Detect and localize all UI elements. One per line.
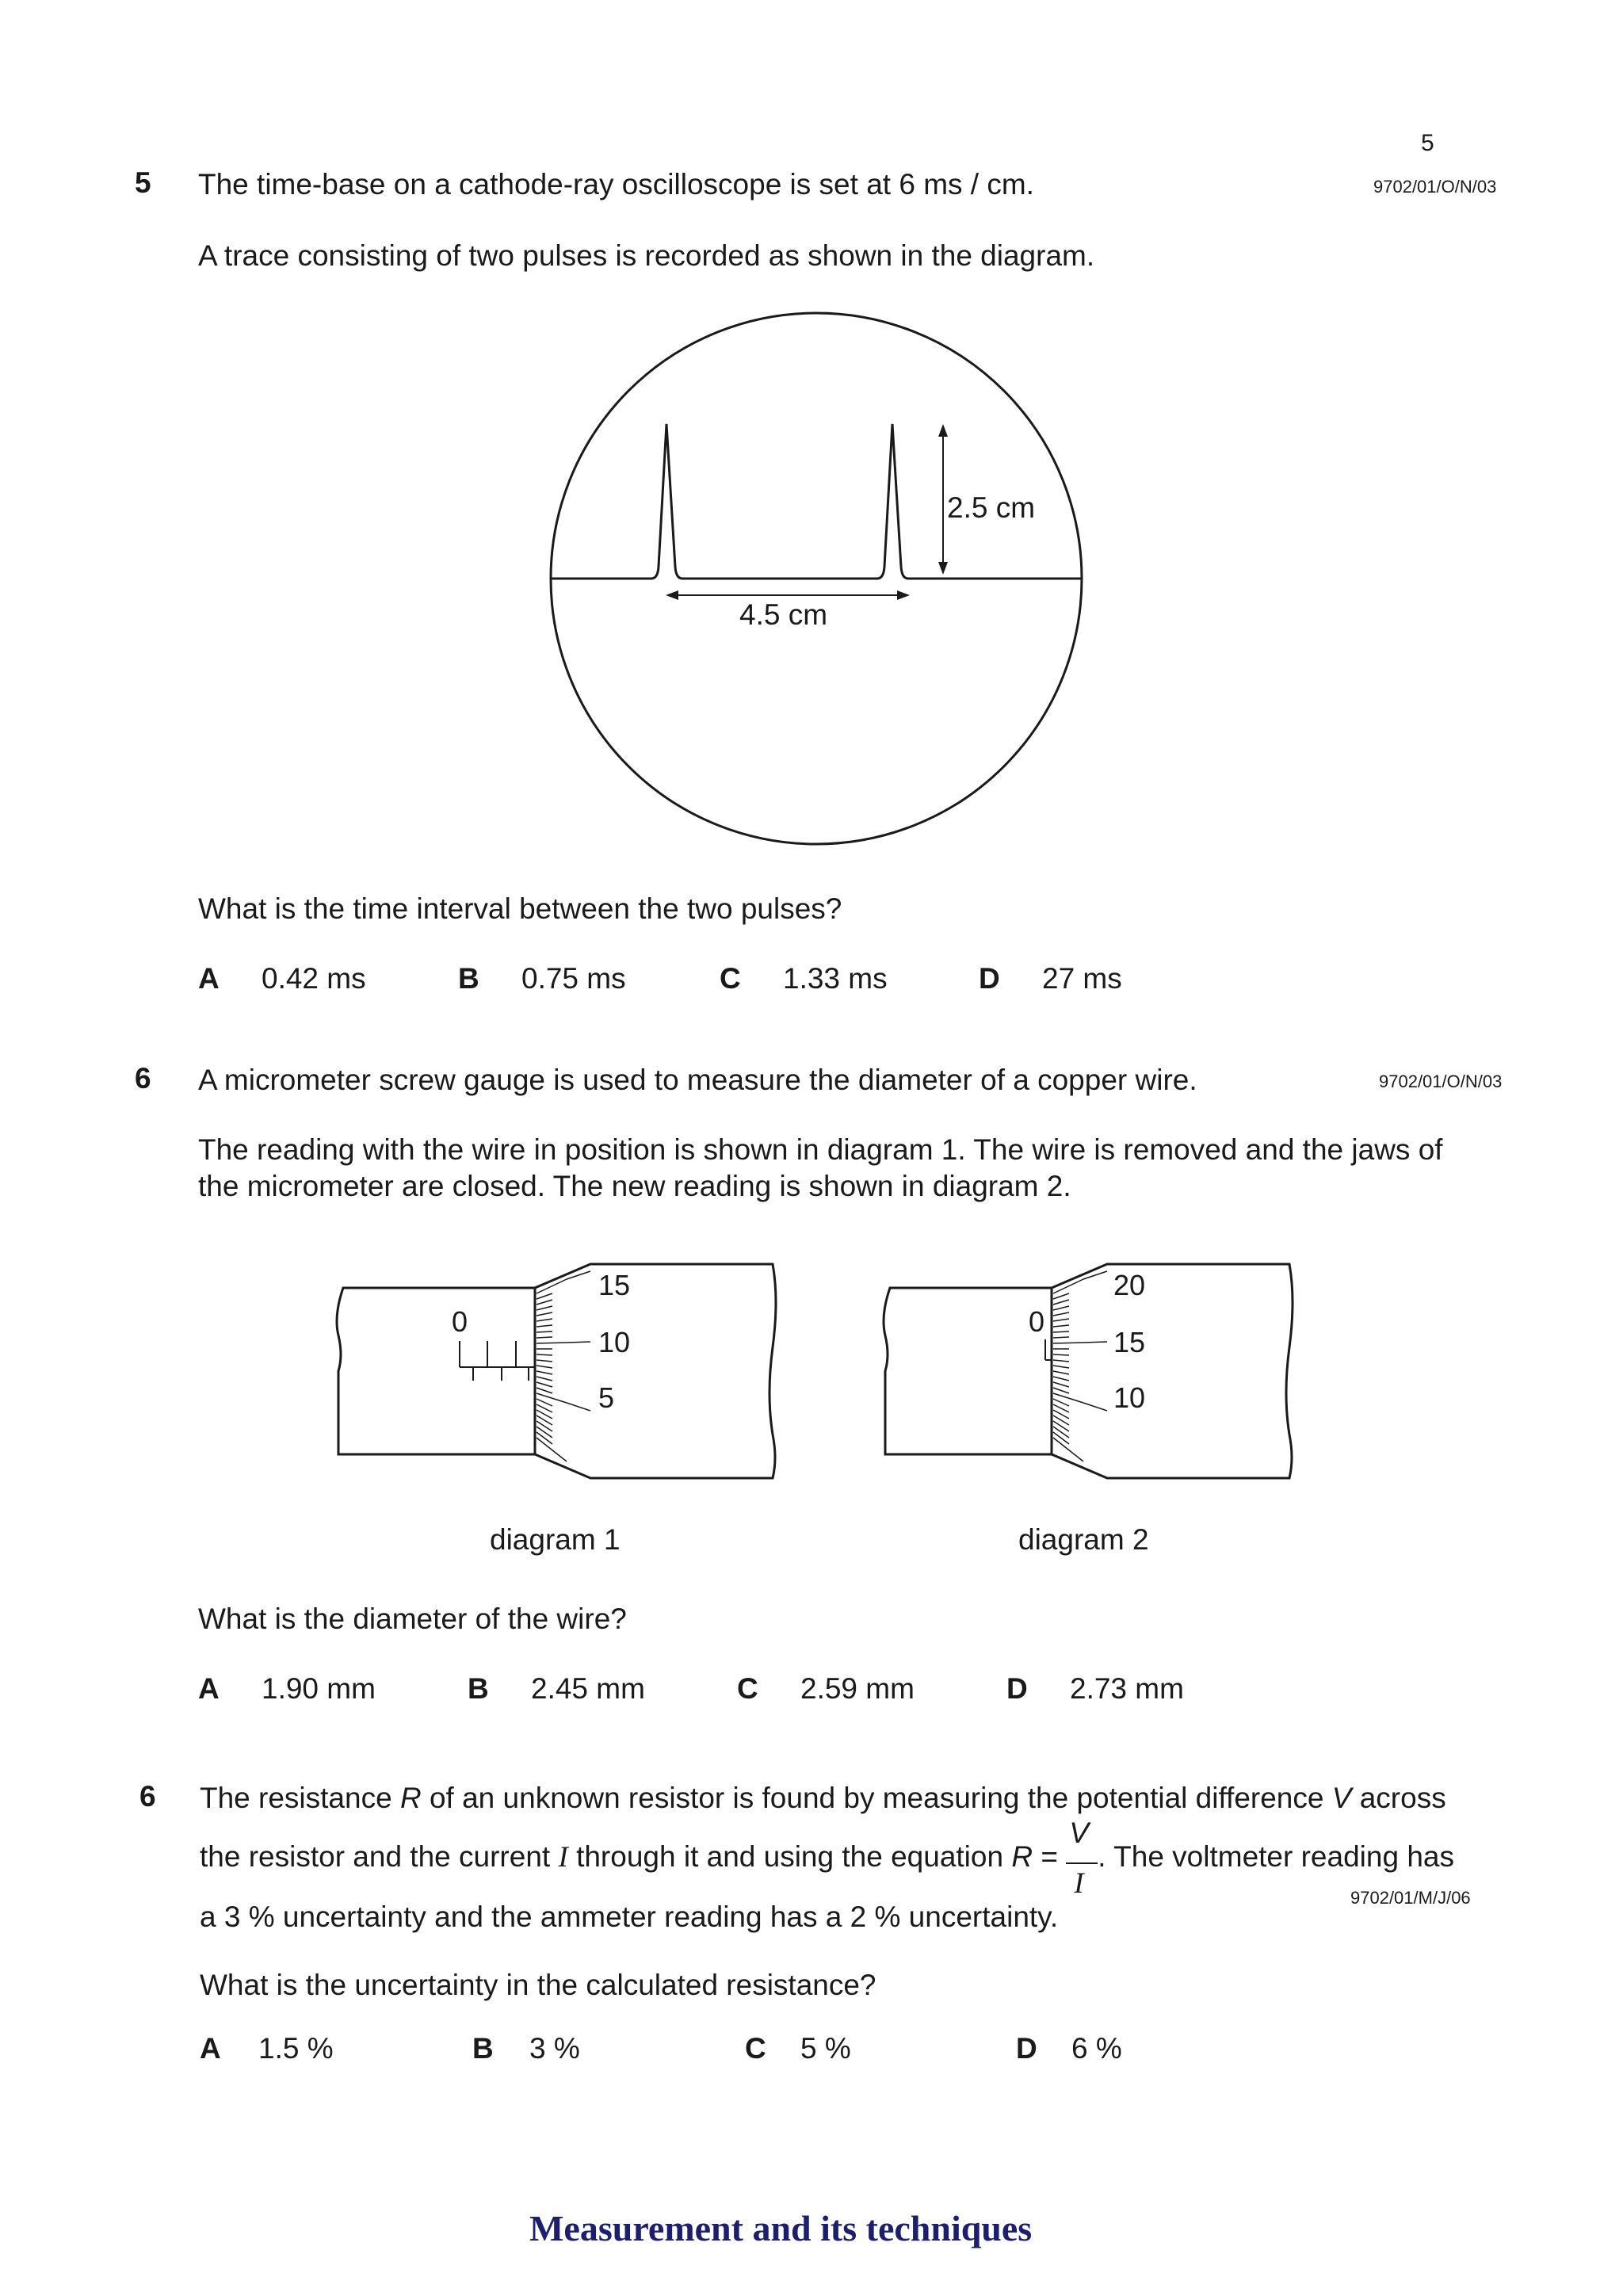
question-reference: 9702/01/O/N/03 [1373,177,1497,197]
option-value-b: 2.45 mm [531,1672,645,1705]
question-prompt: What is the time interval between the two pulses? [198,892,842,925]
option-value-a: 0.42 ms [262,962,366,995]
option-letter-c: C [737,1672,758,1705]
option-value-a: 1.5 % [258,2032,334,2065]
option-letter-d: D [1016,2032,1037,2065]
symbol-r: R [399,1782,422,1814]
thimble [535,1264,776,1478]
question-text-line-3: a 3 % uncertainty and the ammeter reading has a 2 % uncertainty. [200,1901,1059,1933]
thimble-label-15: 15 [1113,1326,1146,1358]
option-letter-b: B [468,1672,489,1705]
option-value-a: 1.90 mm [262,1672,376,1705]
option-letter-c: C [720,962,741,995]
option-letter-a: A [200,2032,221,2065]
option-value-d: 6 % [1071,2032,1122,2065]
question-text: A micrometer screw gauge is used to measure the diameter of a copper wire. [198,1064,1197,1096]
question-text: The reading with the wire in position is shown in diagram 1. The wire is removed and the jaws of [198,1133,1443,1166]
option-letter-a: A [198,962,220,995]
question-text: The time-base on a cathode-ray oscilloscope is set at 6 ms / cm. [198,168,1034,201]
thimble-label-10: 10 [598,1326,631,1358]
option-letter-d: D [979,962,1000,995]
option-value-c: 2.59 mm [800,1672,915,1705]
option-value-c: 1.33 ms [783,962,888,995]
thimble-scale-ticks [1053,1279,1083,1461]
fraction-numerator: V [1069,1817,1089,1849]
symbol-r: R [1011,1840,1033,1873]
thimble [1052,1264,1293,1478]
diagram-caption: diagram 1 [490,1523,621,1556]
question-number: 6 [139,1780,156,1813]
question-text: the micrometer are closed. The new reading is shown in diagram 2. [198,1170,1071,1202]
thimble-scale-ticks [537,1279,567,1461]
thimble-label-10: 10 [1113,1381,1146,1414]
micrometer-diagram-1 [329,1252,789,1490]
width-label: 4.5 cm [739,598,828,631]
question-text-line-1 [200,1780,1446,1817]
micrometer-diagram-2 [876,1252,1335,1490]
option-letter-a: A [198,1672,220,1705]
text-run: the resistor and the current [200,1840,559,1873]
page-number: 5 [1421,130,1434,156]
option-value-b: 0.75 ms [521,962,626,995]
option-letter-b: B [472,2032,494,2065]
question-prompt: What is the uncertainty in the calculated resistance? [200,1969,876,2001]
oscilloscope-diagram [539,305,1094,860]
diagram-caption: diagram 2 [1018,1523,1149,1556]
main-scale-ticks [460,1341,529,1381]
option-value-c: 5 % [800,2032,851,2065]
question-number: 5 [135,166,151,199]
option-value-b: 3 % [529,2032,580,2065]
symbol-v: V [1331,1782,1352,1814]
thimble-label-15: 15 [598,1269,631,1301]
main-scale-zero: 0 [452,1305,468,1338]
question-prompt: What is the diameter of the wire? [198,1603,627,1635]
fraction-v-over-i [1066,1817,1098,1900]
text-run: = [1033,1840,1067,1873]
option-letter-c: C [745,2032,766,2065]
sleeve [884,1288,1052,1454]
option-letter-d: D [1006,1672,1028,1705]
question-reference: 9702/01/M/J/06 [1350,1888,1471,1908]
text-run: The resistance [200,1782,400,1814]
text-run: of an unknown resistor is found by measuring the potential difference [421,1782,1332,1814]
text-run: . The voltmeter reading has [1098,1840,1454,1873]
text-run: through it and using the equation [567,1840,1012,1873]
option-value-d: 27 ms [1042,962,1122,995]
sleeve [337,1288,535,1454]
thimble-label-20: 20 [1113,1269,1146,1301]
question-reference: 9702/01/O/N/03 [1379,1072,1503,1091]
symbol-i: I [558,1841,568,1874]
option-value-d: 2.73 mm [1070,1672,1184,1705]
text-run: across [1351,1782,1446,1814]
question-text: A trace consisting of two pulses is recorded as shown in the diagram. [198,239,1095,272]
fraction-denominator: I [1074,1867,1084,1900]
thimble-label-5: 5 [598,1381,615,1414]
option-letter-b: B [458,962,479,995]
fraction-bar [1066,1862,1098,1864]
footer-title: Measurement and its techniques [529,2208,1033,2248]
main-scale-zero: 0 [1029,1305,1045,1338]
height-label: 2.5 cm [947,491,1036,524]
question-number: 6 [135,1062,151,1095]
